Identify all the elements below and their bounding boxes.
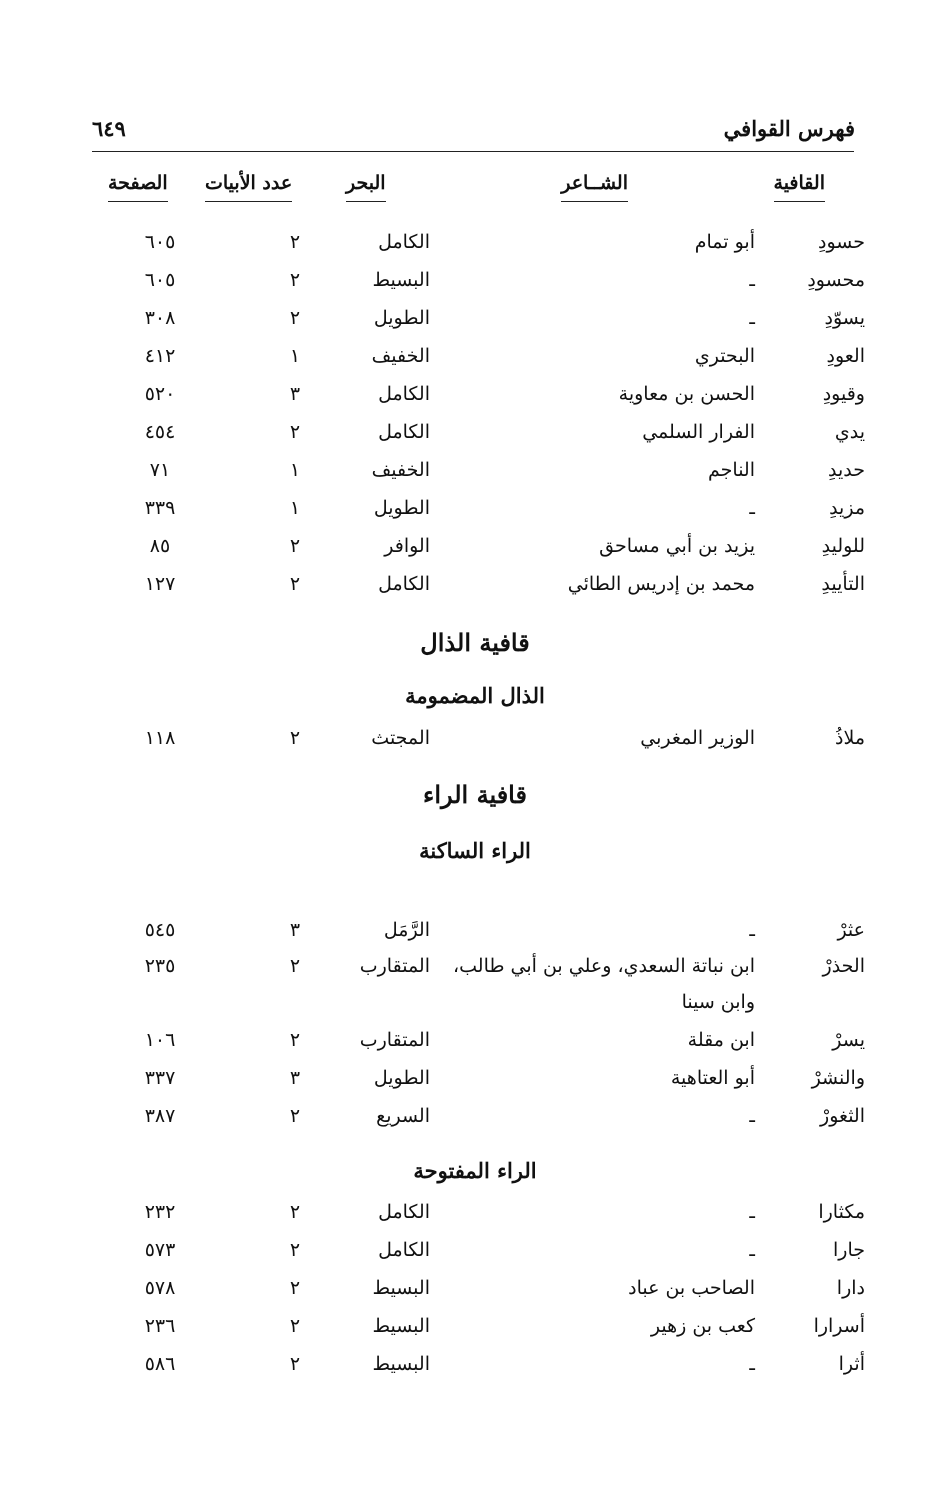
entry-qafiya: يسوّدِ <box>824 307 865 329</box>
column-header-bahr: البحر <box>346 172 386 194</box>
subsection-title-dhal-madmuma: الذال المضمومة <box>405 683 545 708</box>
entry-abyat: ٣ <box>289 919 301 941</box>
entry-bahr: الخفيف <box>371 459 430 481</box>
entry-bahr: الخفيف <box>371 345 430 367</box>
entry-shaer: يزيد بن أبي مساحق <box>599 535 755 557</box>
entry-qafiya: يدي <box>834 421 865 443</box>
entry-qafiya: دارا <box>836 1277 865 1299</box>
entry-shaer: ابن مقلة <box>687 1029 755 1051</box>
entry-safha: ٥٧٣ <box>144 1239 176 1261</box>
entry-shaer: الوزير المغربي <box>640 727 755 749</box>
entry-qafiya: يسرْ <box>832 1029 865 1051</box>
entry-shaer: أبو تمام <box>694 231 755 253</box>
entry-abyat: ٢ <box>289 1277 301 1299</box>
entry-abyat: ٢ <box>289 231 301 253</box>
entry-bahr: البسيط <box>372 1277 430 1299</box>
entry-safha: ٧١ <box>149 459 171 481</box>
entry-safha: ٤١٢ <box>144 345 176 367</box>
entry-abyat: ١ <box>289 459 301 481</box>
section-title-dhal: قافية الذال <box>420 628 530 657</box>
entry-abyat: ٢ <box>289 269 301 291</box>
entry-bahr: الطويل <box>373 307 430 329</box>
entry-qafiya: التأييدِ <box>821 573 865 595</box>
entry-shaer: الناجم <box>708 459 755 481</box>
entry-qafiya: للوليدِ <box>821 535 865 557</box>
entry-safha: ١٠٦ <box>144 1029 176 1051</box>
entry-shaer: ابن نباتة السعدي، وعلي بن أبي طالب، <box>453 955 755 977</box>
entry-qafiya: وقيودِ <box>822 383 865 405</box>
entry-abyat: ٢ <box>289 1353 301 1375</box>
entry-qafiya: الثغورْ <box>820 1105 865 1127</box>
entry-safha: ٢٣٦ <box>144 1315 176 1337</box>
entry-bahr: السريع <box>376 1105 430 1127</box>
entry-abyat: ٢ <box>289 955 301 977</box>
entry-bahr: الكامل <box>378 1201 430 1223</box>
entry-bahr: المتقارب <box>359 1029 430 1051</box>
entry-safha: ٣٣٩ <box>144 497 176 519</box>
entry-bahr: المتقارب <box>359 955 430 977</box>
entry-safha: ٢٣٥ <box>144 955 176 977</box>
entry-shaer: محمد بن إدريس الطائي <box>567 573 755 595</box>
entry-bahr: البسيط <box>372 1315 430 1337</box>
entry-safha: ٥٧٨ <box>144 1277 176 1299</box>
entry-safha: ٣٠٨ <box>144 307 176 329</box>
entry-qafiya: حديدِ <box>828 459 865 481</box>
entry-abyat: ٢ <box>289 307 301 329</box>
entry-abyat: ١ <box>289 345 301 367</box>
header-divider <box>92 151 854 152</box>
subsection-title-ra-maftuha: الراء المفتوحة <box>413 1158 537 1183</box>
entry-qafiya: الحذرْ <box>822 955 865 977</box>
entry-bahr: الكامل <box>378 231 430 253</box>
entry-bahr: الوافر <box>384 535 430 557</box>
entry-abyat: ٢ <box>289 1315 301 1337</box>
entry-abyat: ٣ <box>289 1067 301 1089</box>
entry-safha: ٣٨٧ <box>144 1105 176 1127</box>
entry-bahr: الكامل <box>378 421 430 443</box>
entry-bahr: الطويل <box>373 1067 430 1089</box>
entry-bahr: البسيط <box>372 269 430 291</box>
entry-bahr: الطويل <box>373 497 430 519</box>
entry-qafiya: مزيدِ <box>829 497 865 519</box>
entry-abyat: ٢ <box>289 535 301 557</box>
entry-abyat: ٢ <box>289 421 301 443</box>
entry-shaer: ـ <box>749 269 755 291</box>
entry-qafiya: جارا <box>833 1239 865 1261</box>
column-header-abyat: عدد الأبيات <box>205 172 292 194</box>
entry-shaer: البحتري <box>694 345 755 367</box>
entry-qafiya: حسودِ <box>818 231 865 253</box>
entry-abyat: ٢ <box>289 1105 301 1127</box>
entry-shaer: ـ <box>749 497 755 519</box>
column-header-qafiya: القافية <box>774 172 825 194</box>
entry-abyat: ٣ <box>289 383 301 405</box>
entry-bahr: البسيط <box>372 1353 430 1375</box>
column-header-shaer: الشــاعر <box>561 172 628 194</box>
entry-abyat: ٢ <box>289 1239 301 1261</box>
entry-abyat: ٢ <box>289 1029 301 1051</box>
entry-safha: ٨٥ <box>149 535 171 557</box>
entry-shaer: ـ <box>749 307 755 329</box>
page-number: ٦٤٩ <box>92 116 126 141</box>
entry-qafiya: أسرارا <box>813 1315 865 1337</box>
entry-shaer-continuation: وابن سينا <box>681 991 755 1013</box>
entry-safha: ١١٨ <box>144 727 176 749</box>
entry-safha: ٥٢٠ <box>144 383 176 405</box>
entry-qafiya: العودِ <box>826 345 865 367</box>
entry-shaer: ـ <box>749 1239 755 1261</box>
entry-bahr: الكامل <box>378 1239 430 1261</box>
entry-shaer: ـ <box>749 1353 755 1375</box>
entry-bahr: الكامل <box>378 573 430 595</box>
entry-abyat: ١ <box>289 497 301 519</box>
entry-safha: ٦٠٥ <box>144 269 176 291</box>
entry-shaer: كعب بن زهير <box>650 1315 755 1337</box>
section-title-ra: قافية الراء <box>423 780 527 809</box>
subsection-title-ra-sakina: الراء الساكنة <box>419 838 531 863</box>
entry-safha: ٤٥٤ <box>144 421 176 443</box>
entry-qafiya: مكثارا <box>818 1201 865 1223</box>
entry-shaer: أبو العتاهية <box>670 1067 755 1089</box>
entry-shaer: ـ <box>749 919 755 941</box>
entry-qafiya: عثرْ <box>837 919 865 941</box>
entry-safha: ٣٣٧ <box>144 1067 176 1089</box>
entry-safha: ١٢٧ <box>144 573 176 595</box>
entry-qafiya: ملاذُ <box>835 727 865 749</box>
entry-bahr: الرَّمَل <box>383 919 430 941</box>
entry-safha: ٥٨٦ <box>144 1353 176 1375</box>
entry-shaer: ـ <box>749 1201 755 1223</box>
entry-shaer: ـ <box>749 1105 755 1127</box>
entry-bahr: المجتث <box>371 727 430 749</box>
entry-abyat: ٢ <box>289 573 301 595</box>
page-header-title: فهرس القوافي <box>723 116 855 141</box>
entry-abyat: ٢ <box>289 1201 301 1223</box>
entry-qafiya: والنشرْ <box>811 1067 865 1089</box>
entry-qafiya: محسودِ <box>807 269 865 291</box>
entry-shaer: الصاحب بن عباد <box>628 1277 755 1299</box>
column-header-safha: الصفحة <box>108 172 168 194</box>
entry-safha: ٢٣٢ <box>144 1201 176 1223</box>
entry-bahr: الكامل <box>378 383 430 405</box>
entry-qafiya: أثرا <box>838 1353 865 1375</box>
entry-shaer: الفرار السلمي <box>642 421 755 443</box>
entry-abyat: ٢ <box>289 727 301 749</box>
entry-safha: ٦٠٥ <box>144 231 176 253</box>
entry-shaer: الحسن بن معاوية <box>618 383 755 405</box>
entry-safha: ٥٤٥ <box>144 919 176 941</box>
